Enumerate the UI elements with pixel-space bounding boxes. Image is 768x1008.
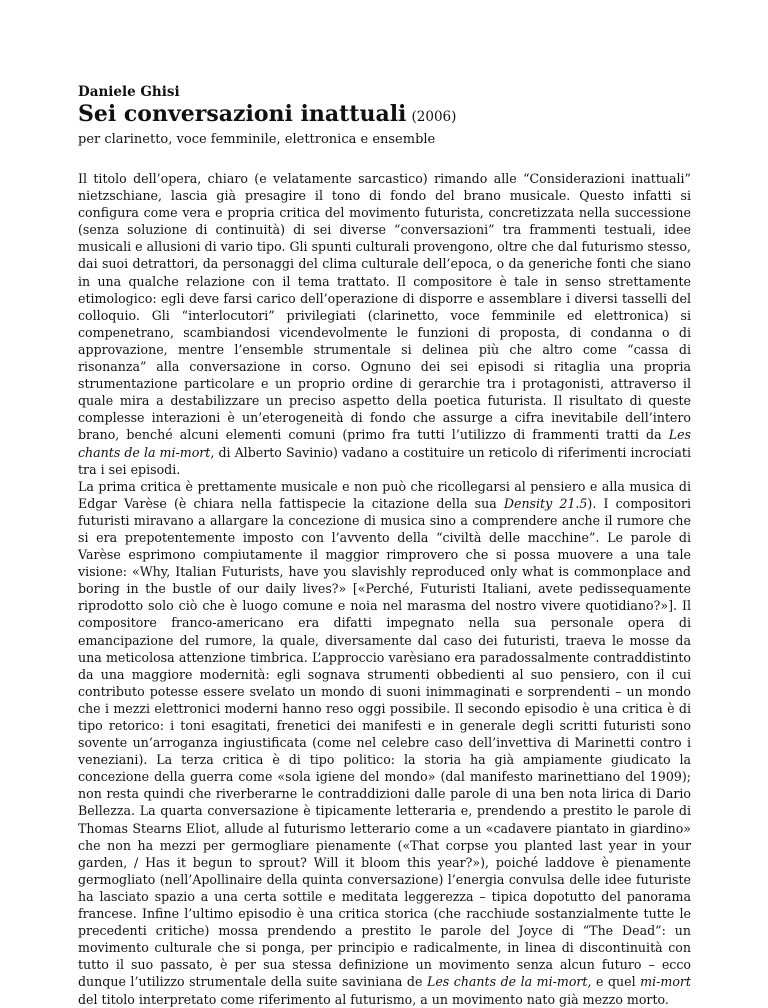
author-name: Daniele Ghisi	[78, 84, 180, 100]
paragraph-2	[78, 478, 691, 1008]
italic-title-reference: mi-mort	[640, 974, 691, 990]
text-run: , di Alberto Savinio) vadano a costituire un reticolo di riferimenti incrociati tra i sei episodi.	[78, 444, 691, 477]
italic-title-reference: Density 21.5	[503, 495, 588, 511]
work-year: (2006)	[411, 109, 457, 125]
text-run: Il titolo dell’opera, chiaro (e velatamente sarcastico) rimando alle “Considerazioni inattuali” nietzschiane, lascia già presagire il tono di fondo del brano musicale. Questo infatti si configura come vera e propria critica del movimento futurista, concretizzata nella successione (senza soluzione di continuità) di sei diverse “conversazioni” tra frammenti testuali, idee musicali e allusioni di vario tipo. Gli spunti culturali provengono, oltre che dal futurismo stesso, dai suoi detrattori, da personaggi del clima culturale dell’epoca, o da generiche fonti che siano in una qualche relazione con il tema trattato. Il compositore è tale in senso strettamente etimologico: egli deve farsi carico dell’operazione di disporre e assemblare i diversi tasselli del colloquio. Gli “interlocutori” privilegiati (clarinetto, voce femminile ed elettronica) si compenetrano, scambiandosi vicendevolmente le funzioni di proposta, di condanna o di approvazione, mentre l’ensemble strumentale si delinea più che altro come “cassa di risonanza” alla conversazione in corso. Ognuno dei sei episodi si ritaglia una propria strumentazione particolare e un proprio ordine di gerarchie tra i protagonisti, attraverso il quale mira a destabilizzare un preciso aspetto della poetica futurista. Il risultato di queste complesse interazioni è un’eterogeneità di fondo che assurge a cifra inevitabile dell’intero brano, benché alcuni elementi comuni (primo fra tutti l’utilizzo di frammenti tratti da	[78, 171, 691, 443]
italic-title-reference: Les chants de la mi-mort	[426, 974, 588, 990]
work-subtitle: per clarinetto, voce femminile, elettronica e ensemble	[78, 132, 436, 147]
text-run: del titolo interpretato come riferimento al futurismo, a un movimento nato già mezzo morto.	[78, 991, 669, 1007]
text-run: ). I compositori futuristi miravano a allargare la concezione di musica sino a comprendere anche il rumore che si era prepotentemente imposto con l’avvento della “civiltà delle macchine”. Le parole di Varèse esprimono compiutamente il maggior rimprovero che si possa muovere a una tale visione: «Why, Italian Futurists, have you slavishly reproduced only what is commonplace and boring in the bustle of our daily lives?» [«Perché, Futuristi Italiani, avete pedissequamente riprodotto solo ciò che è luogo comune e noia nel marasma del nostro vivere quotidiano?»]. Il compositore franco-americano era difatti impegnato nella sua personale opera di emancipazione del rumore, la quale, diversamente dal caso dei futuristi, traeva le mosse da una meticolosa attenzione timbrica. L’approccio varèsiano era paradossalmente contraddistinto da una maggiore modernità: egli sognava strumenti obbedienti al suo pensiero, con il cui contributo potesse essere svelato un mondo di suoni inimmaginati e sorprendenti – un mondo che i mezzi elettronici moderni hanno reso oggi possibile. Il secondo episodio è una critica è di tipo retorico: i toni esagitati, frenetici dei manifesti e in generale degli scritti futuristi sono sovente un’arroganza ingiustificata (come nel celebre caso dell’invettiva di Marinetti contro i veneziani). La terza critica è di tipo politico: la storia ha già ampiamente giudicato la concezione della guerra come «sola igiene del mondo» (dal manifesto marinettiano del 1909); non resta quindi che riverberarne le contraddizioni dalle parole di una ben nota lirica di Dario Bellezza. La quarta conversazione è tipicamente letteraria e, prendendo a prestito le parole di Thomas Stearns Eliot, allude al futurismo letterario come a un «cadavere piantato in giardino» che non ha mezzi per germogliare pienamente («That corpse you planted last year in your garden, / Has it begun to sprout? Will it bloom this year?»), poiché laddove è pienamente germogliato (nell’Apollinaire della quinta conversazione) l’energia convulsa delle idee futuriste ha lasciato spazio a una certa sottile e meditata leggerezza – tipica dopotutto del panorama francese. Infine l’ultimo episodio è una critica storica (che racchiude sostanzialmente tutte le precedenti critiche) mossa prendendo a prestito le parole del Joyce di “The Dead”: un movimento culturale che si ponga, per principio e radicalmente, in linea di discontinuità con tutto il suo passato, è per sua stessa definizione un movimento senza alcun futuro – ecco dunque l’utilizzo strumentale della suite saviniana de	[78, 495, 692, 990]
italic-title-reference: Les chants de la mi-mort	[78, 427, 691, 460]
body-text	[78, 170, 691, 1008]
text-run: La prima critica è prettamente musicale e non può che ricollegarsi al pensiero e alla musica di Edgar Varèse (è chiara nella fattispecie la citazione della sua	[78, 478, 691, 511]
work-title: Sei conversazioni inattuali	[78, 101, 407, 127]
title-line	[78, 101, 691, 130]
paragraph-1	[78, 170, 691, 478]
text-run: , e quel	[587, 974, 641, 990]
